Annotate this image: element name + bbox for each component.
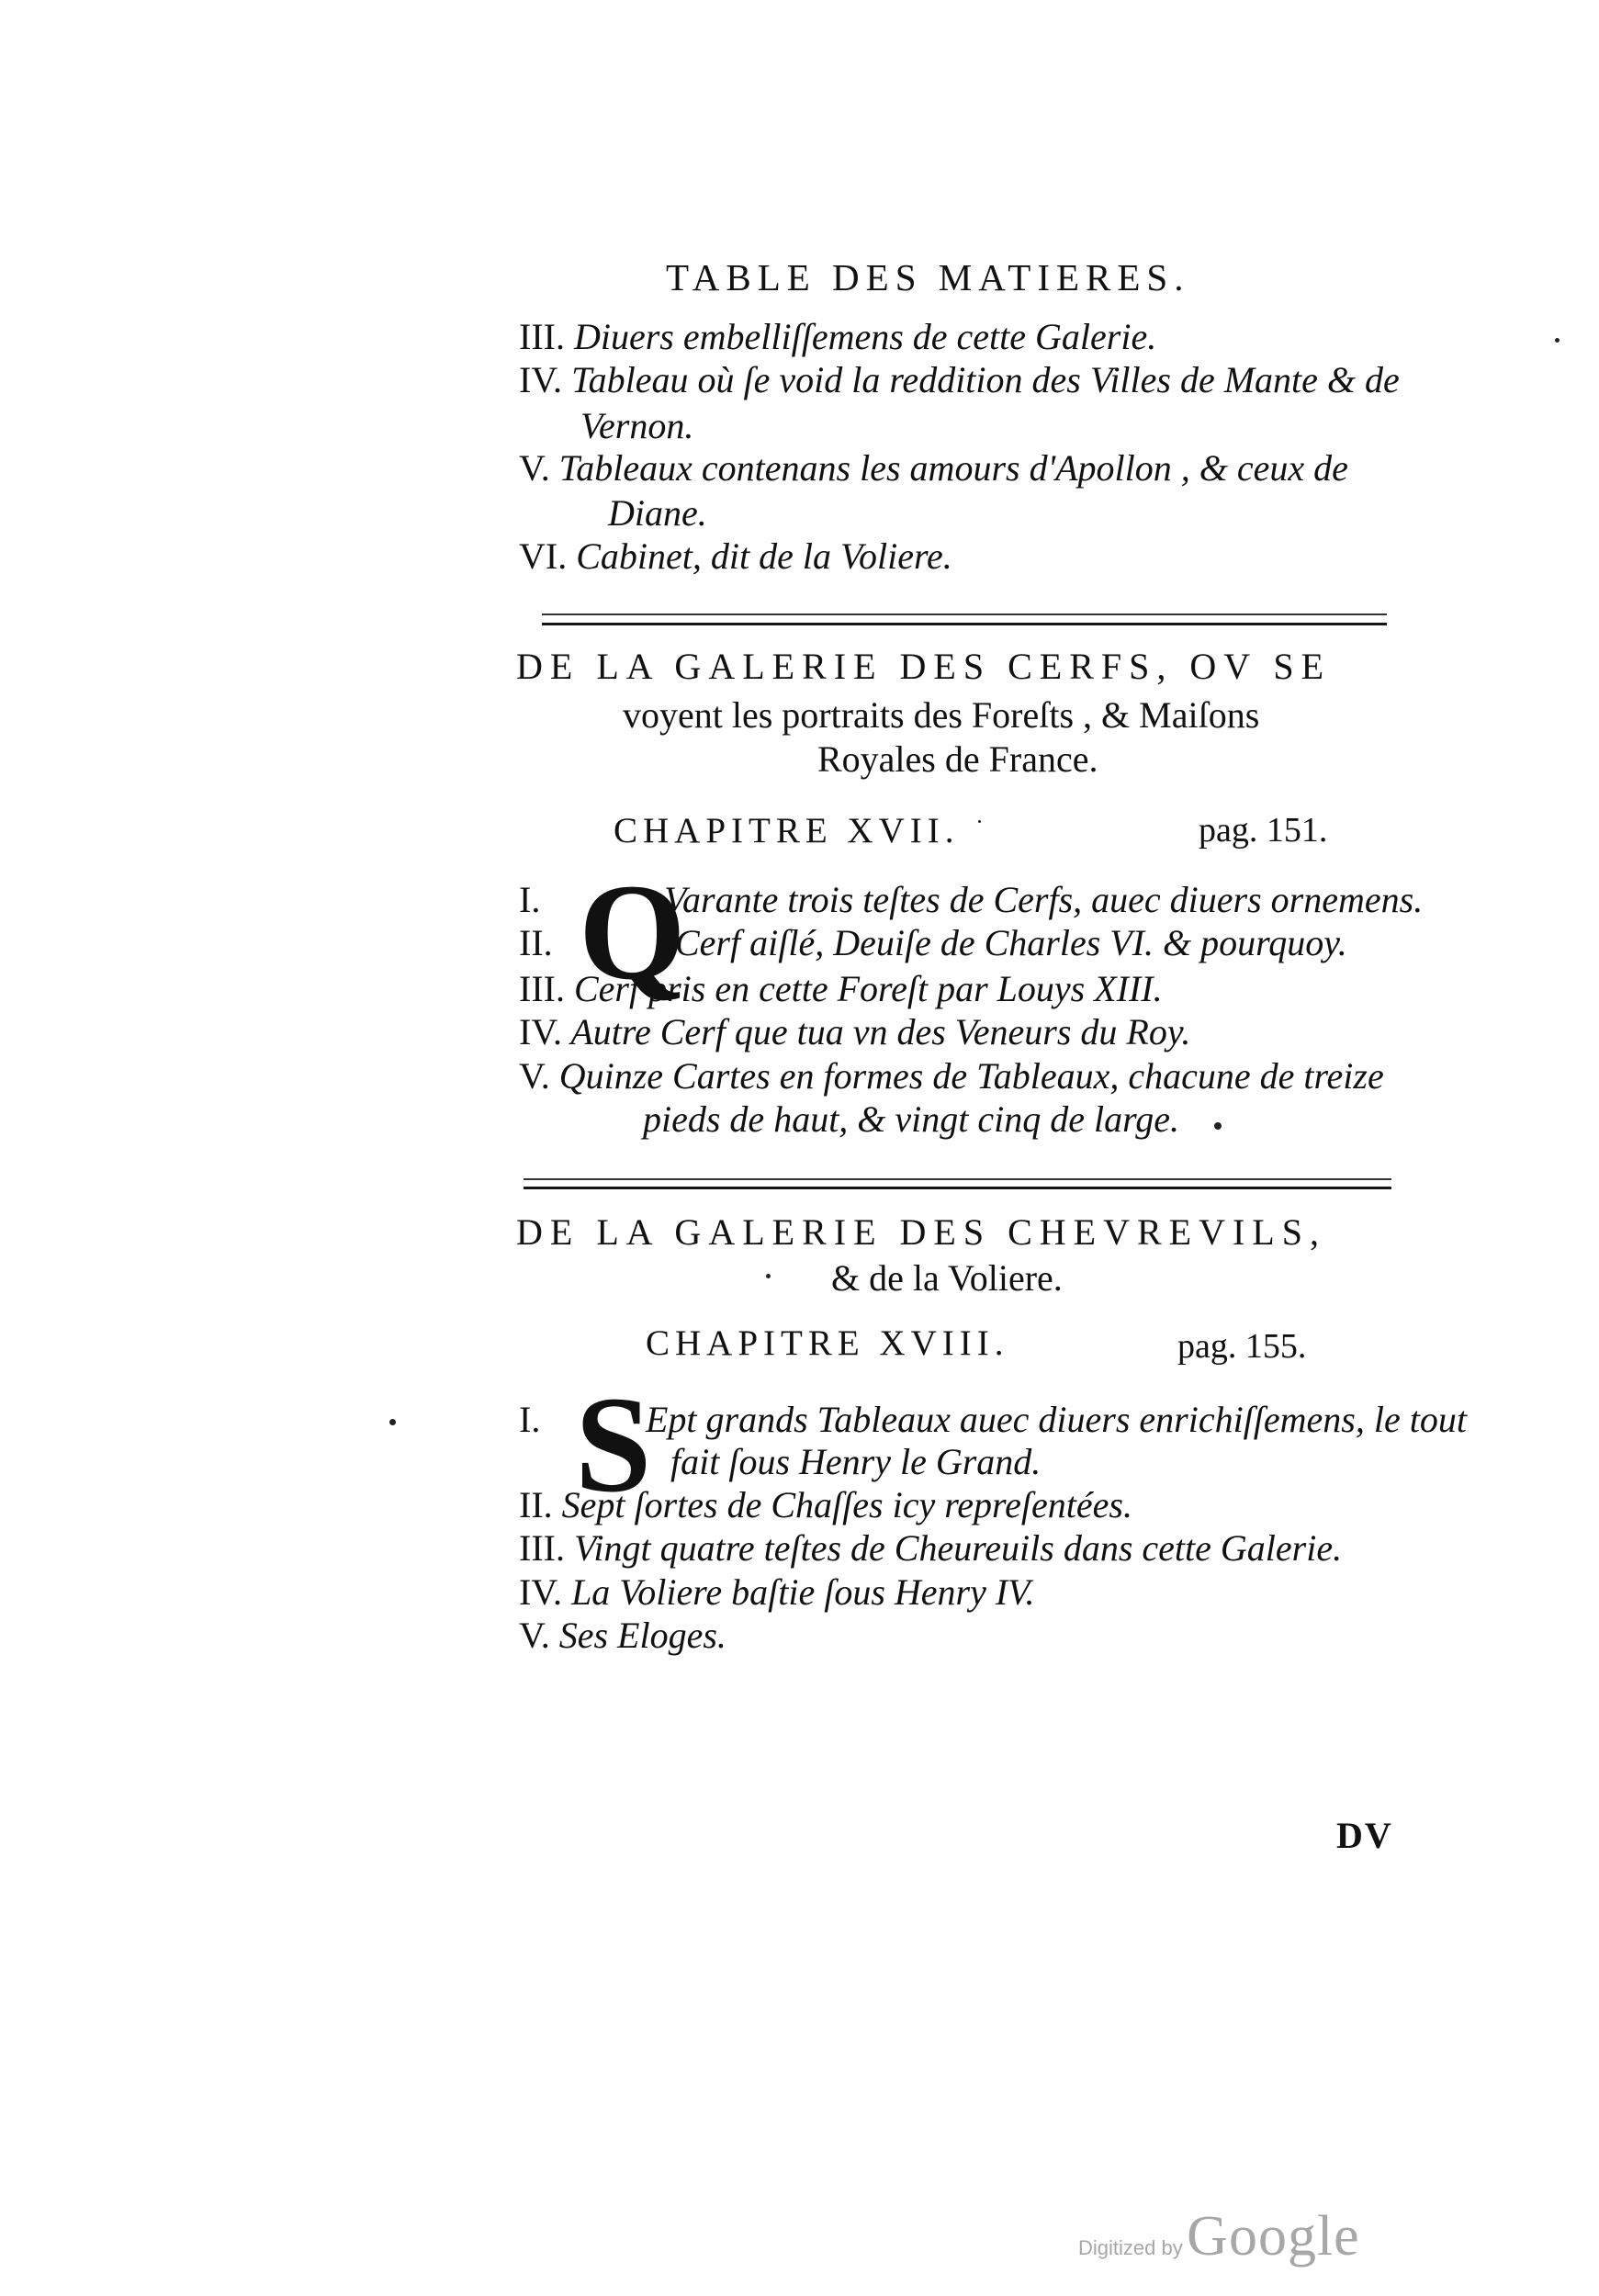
- chapter17-item-5: [519, 1054, 1384, 1097]
- chapter18-item-2: [519, 1483, 1132, 1526]
- section-subtitle: voyent les portraits des Foreſts , & Maiſons: [623, 694, 1260, 736]
- drop-cap: Q: [579, 856, 686, 1008]
- chapter18-item-1: [519, 1398, 1467, 1441]
- divider-rule: [542, 613, 1387, 615]
- item-text: Ses Eloges.: [558, 1615, 726, 1656]
- chapter-heading: CHAPITRE XVII.: [614, 811, 960, 850]
- divider-rule: [524, 1187, 1391, 1189]
- item-text: Quinze Cartes en formes de Tableaux, chacune de treize: [558, 1055, 1384, 1097]
- item-text: Tableau où ſe void la reddition des Villes de Mante & de: [571, 359, 1400, 400]
- item-number: II.: [519, 922, 553, 963]
- item-text: Varante trois teſtes de Cerfs, auec diuers ornemens.: [664, 879, 1424, 920]
- item-number: III.: [519, 1527, 565, 1569]
- scan-speck: [1555, 338, 1560, 343]
- item-number: I.: [519, 1399, 541, 1440]
- drop-cap: S: [575, 1368, 652, 1521]
- section-subtitle: Royales de France.: [817, 738, 1098, 780]
- watermark-prefix: Digitized by: [1078, 2236, 1183, 2259]
- item-text: Cabinet, dit de la Voliere.: [576, 535, 952, 577]
- page-reference: pag. 151.: [1199, 811, 1328, 850]
- item-text: La Voliere baſtie ſous Henry IV.: [571, 1571, 1035, 1613]
- watermark-brand: Google: [1187, 2205, 1360, 2268]
- chapter-heading: CHAPITRE XVIII.: [646, 1323, 1009, 1363]
- prev-item-6: [519, 535, 952, 578]
- item-number: II.: [519, 1484, 553, 1525]
- item-text: Diuers embelliſſemens de cette Galerie.: [573, 316, 1157, 357]
- prev-item-3: [519, 315, 1156, 358]
- scan-speck: [978, 820, 981, 823]
- item-text: Ept grands Tableaux auec diuers enrichiſſemens, le tout: [646, 1399, 1467, 1440]
- item-text: Cerf aiſlé, Deuiſe de Charles VI. & pourquoy.: [675, 922, 1347, 963]
- chapter17-item-3: [519, 967, 1163, 1010]
- prev-item-4: [519, 358, 1400, 401]
- section-subtitle: & de la Voliere.: [831, 1257, 1063, 1299]
- chapter17-item-2: [519, 921, 1347, 964]
- item-text: Tableaux contenans les amours d'Apollon , & ceux de: [558, 447, 1348, 489]
- prev-item-4-continuation: Vernon.: [580, 405, 694, 446]
- item-number: IV.: [519, 1571, 563, 1613]
- prev-item-5-continuation: Diane.: [608, 492, 707, 534]
- chapter18-item-5: [519, 1614, 726, 1657]
- divider-rule: [542, 623, 1387, 625]
- item-text: Vingt quatre teſtes de Cheureuils dans cette Galerie.: [573, 1527, 1343, 1569]
- item-number: IV.: [519, 1011, 563, 1052]
- item-text: Autre Cerf que tua vn des Veneurs du Roy.: [570, 1011, 1191, 1052]
- digitization-watermark: [1078, 2204, 1360, 2269]
- section-title: DE LA GALERIE DES CERFS, OV SE: [516, 646, 1332, 687]
- chapter18-item-1-continuation: fait ſous Henry le Grand.: [670, 1441, 1042, 1482]
- chapter17-item-5-continuation: pieds de haut, & vingt cinq de large.: [643, 1098, 1179, 1140]
- scan-speck: [389, 1419, 396, 1425]
- item-number: I.: [519, 879, 541, 920]
- chapter17-item-4: [519, 1010, 1190, 1053]
- chapter17-item-1: [519, 878, 1423, 921]
- chapter18-item-4: [519, 1570, 1034, 1614]
- prev-item-5: [519, 446, 1348, 490]
- chapter18-item-3: [519, 1526, 1342, 1570]
- page-reference: pag. 155.: [1177, 1327, 1307, 1366]
- item-number: V.: [519, 447, 550, 489]
- item-text: Cerf pris en cette Foreſt par Louys XIII.: [573, 968, 1163, 1009]
- item-number: V.: [519, 1055, 550, 1097]
- running-head: TABLE DES MATIERES.: [666, 256, 1190, 298]
- item-text: Sept ſortes de Chaſſes icy repreſentées.: [561, 1484, 1132, 1525]
- divider-rule: [524, 1178, 1391, 1180]
- item-number: III.: [519, 316, 565, 357]
- scan-speck: [766, 1274, 771, 1278]
- scan-speck: [1214, 1122, 1222, 1130]
- catchword: DV: [1336, 1815, 1393, 1856]
- item-number: IV.: [519, 359, 563, 400]
- section-title: DE LA GALERIE DES CHEVREVILS,: [516, 1211, 1326, 1253]
- item-number: III.: [519, 968, 565, 1009]
- item-number: V.: [519, 1615, 550, 1656]
- item-number: VI.: [519, 535, 568, 577]
